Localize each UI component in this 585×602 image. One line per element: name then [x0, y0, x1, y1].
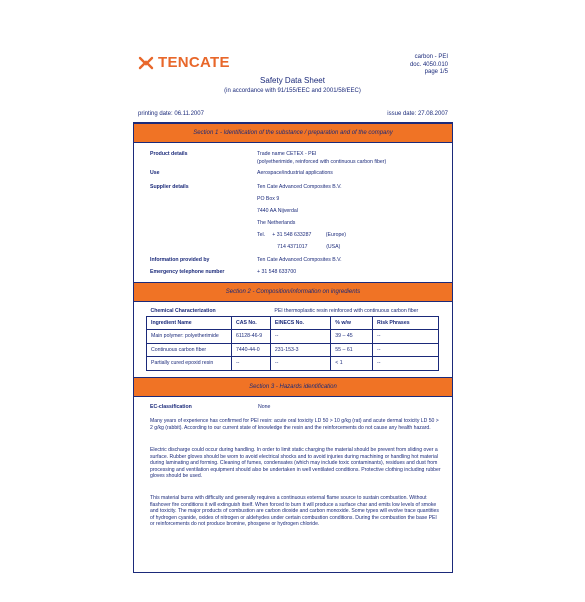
table-cell: Main polymer: polyetherimide: [147, 330, 232, 344]
hazard-paragraph: Many years of experience has confirmed for PEI resin: acute oral toxicity LD 50 > 10 g/kg (rat) and acute dermal toxicity LD 50 > 2 g/kg (rabbit). According to our current state of knowledge the resin and the reinforcements do not cause any health hazard.: [150, 418, 439, 431]
table-row: [147, 343, 439, 357]
field-value: Ten Cate Advanced Composites B.V.: [257, 184, 342, 190]
table-cell: 39 – 45: [331, 330, 373, 344]
ec-classification-label: EC-classification: [150, 404, 192, 410]
field-label: Use: [150, 170, 160, 176]
field-value: The Netherlands: [257, 220, 296, 226]
table-cell: --: [270, 330, 330, 344]
issue-date: issue date: 27.08.2007: [387, 111, 448, 117]
table-cell: Continuous carbon fiber: [147, 343, 232, 357]
table-cell: --: [373, 330, 439, 344]
printing-date: printing date: 06.11.2007: [138, 111, 204, 117]
field-label: Emergency telephone number: [150, 269, 225, 275]
composition-table: [146, 306, 439, 371]
field-value: Ten Cate Advanced Composites B.V.: [257, 257, 342, 263]
table-cell: --: [373, 343, 439, 357]
document-subtitle: (in accordance with 91/155/EEC and 2001/58/EEC): [224, 88, 361, 94]
table-cell: --: [231, 357, 270, 371]
field-label: Information provided by: [150, 257, 210, 263]
table-cell: 7440-44-0: [231, 343, 270, 357]
table-cell: 61128-46-9: [231, 330, 270, 344]
table-cell: 231-153-3: [270, 343, 330, 357]
characterization-label: Chemical Characterization: [150, 307, 216, 314]
field-value: 714 4371017 (USA): [257, 244, 341, 250]
hazard-paragraph: Electric discharge could occur during handling. In order to limit static charging the material should be prevent from sliding over a surface. Rubber gloves should be worn to avoid electrical shocks and to avoid injuries during machining or handling hot material during laminating and forming. Cleaning of fumes, condensates (which may include toxic contaminants), residues and dust from processing and ventilation equipment should also be undertaken in well ventilated conditions. Protective clothing including rubber gloves should be used.: [150, 447, 441, 480]
product-code: carbon - PEI: [414, 54, 448, 60]
field-value: Trade name CETEX - PEI: [257, 151, 317, 157]
col-ingredient: Ingredient Name: [147, 316, 232, 330]
field-value: (polyetherimide, reinforced with continuous carbon fiber): [257, 159, 387, 165]
characterization-row: [147, 306, 439, 316]
col-percent: % w/w: [331, 316, 373, 330]
doc-number: doc. 4050.010: [409, 61, 448, 68]
table-cell: Partially cured epoxid resin: [147, 357, 232, 371]
field-value: 7440 AA Nijverdal: [257, 208, 298, 214]
col-risk: Risk Phrases: [373, 316, 439, 330]
field-value: Aerospace/industrial applications: [257, 170, 333, 176]
field-value: PO Box 9: [257, 196, 280, 202]
table-cell: --: [373, 357, 439, 371]
document-info: [410, 54, 448, 77]
table-row: [147, 357, 439, 371]
tencate-logo-icon: [138, 55, 154, 71]
hazard-paragraph: This material burns with difficulty and generally requires a continuous external flame source to sustain combustion. Without flashover fire conditions it will extinguish itself. When forced to burn it will produce a surface char and emits low levels of smoke and toxicity. The major products of combustion are carbon dioxide and carbon monoxide. Some types will evolve trace quantities of hydrogen cyanide, oxides of nitrogen or aldehydes under certain combustion conditions. During the combustion the base PEI or reinforcements do not produce bromine, phosgene or hydrogen chloride.: [150, 495, 439, 528]
section-1-heading: Section 1 - Identification of the substance / preparation and of the company: [133, 123, 453, 143]
ec-classification-value: None: [258, 404, 271, 410]
col-cas: CAS No.: [231, 316, 270, 330]
brand-name: TENCATE: [158, 54, 230, 71]
page-number: page 1/5: [424, 69, 448, 75]
field-label: Supplier details: [150, 184, 189, 190]
field-value: + 31 548 633700: [257, 269, 297, 275]
table-header-row: [147, 316, 439, 330]
document-title: Safety Data Sheet: [260, 76, 325, 85]
section-3-heading: Section 3 - Hazards identification: [133, 377, 453, 397]
field-value: Tel. + 31 548 633287 (Europe): [257, 232, 346, 238]
field-label: Product details: [150, 151, 188, 157]
section-2-heading: Section 2 - Composition/information on ingredients: [133, 282, 453, 302]
characterization-value: PEI thermoplastic resin reinforced with continuous carbon fiber: [274, 307, 419, 314]
table-cell: < 1: [331, 357, 373, 371]
table-row: [147, 330, 439, 344]
tencate-logo: [138, 54, 230, 71]
col-einecs: EINECS No.: [270, 316, 330, 330]
table-cell: 55 – 61: [331, 343, 373, 357]
table-cell: --: [270, 357, 330, 371]
